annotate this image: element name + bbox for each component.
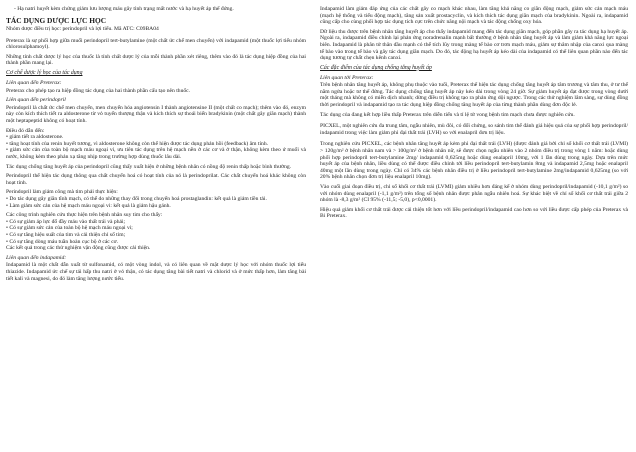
list-item: • Có sự giảm sức cản của toàn bộ hệ mạch máu ngoại vi; bbox=[6, 225, 133, 232]
paragraph: Các công trình nghiên cứu thực hiện trên bệnh nhân suy tim cho thấy: bbox=[6, 212, 163, 219]
paragraph: Trên bệnh nhân tăng huyết áp, không phụ thuộc vào tuổi, Preterax thể hiện tác dụng chống tăng huyết áp tâm trương và tâm thu, ở tư thế nằm ngửa hoặc tư thế đứng. Tác dụng chống tăng huyết áp này kéo dài trong vòng 24 giờ. Sự giảm huyết áp đạt được trong vòng dưới một tháng mà không có miễn dịch nhanh; dừng điều trị không tạo ra phản ứng dội ngược. Trong các thử nghiệm lâm sàng, sự dùng đồng thời perindopril và indapamid tạo ra tác dụng hiệp đồng chống tăng huyết áp của từng thành phần dùng đơn độc lẻ. bbox=[320, 82, 628, 109]
list-item: • Làm giảm sức cản của hệ mạch máu ngoại vi: kết quả là giảm hậu gánh. bbox=[6, 202, 171, 209]
paragraph: Trong nghiên cứu PICXEL, các bệnh nhân tăng huyết áp kèm phì đại thất trái (LVH) (được đánh giá bởi chỉ số khối cơ thất trái (LVMI) > 120g/m² ở bệnh nhân nam và > 100g/m² ở bệnh nhân nữ, sẽ được chọn ngẫu nhiên vào 2 nhóm điều trị trong vòng 1 năm: hoặc dùng phối hợp perindopril tert-butylamine 2mg/ indapamid 0,625mg hoặc dùng enalapril 10mg, với 1 lần dùng trong ngày. Dựa trên mức huyết áp của bệnh nhân, liều dùng có thể được điều chỉnh tới liều perindopril tert-butylamin 8mg và indapamid 2,5mg hoặc enalapril 40mg một lần dùng trong ngày. Chỉ có 34% các bệnh nhân điều trị ở liều perindopril tert-butylamine 2mg/indapamid 0,625mg (so với 20% bệnh nhân chọn đơn trị liệu enalapril 10mg). bbox=[320, 141, 628, 181]
perindopril-heading: Liên quan đến perindopril bbox=[6, 97, 66, 104]
intro-bullet: - Hạ natri huyết kèm chứng giảm lưu lượng máu gây tình trạng mất nước và hạ huyết áp thế đứng. bbox=[14, 6, 234, 12]
paragraph: Tác dụng chống tăng huyết áp của perindopril cũng thấy xuất hiện ở những bệnh nhân có nồng độ renin thấp hoặc bình thường. bbox=[6, 163, 292, 170]
paragraph: Preterax cho phép tạo ra hiệp đồng tác dụng của hai thành phần cấu tạo nên thuốc. bbox=[6, 87, 191, 94]
paragraph: Preterax là sự phối hợp giữa muối perindopril tert-butylamine (một chất ức chế men chuyển) với indapamid (một thuốc lợi tiểu nhóm chlorosulphamoyl). bbox=[6, 37, 306, 51]
mechanism-heading: Cơ chế dược lý học của tác dụng bbox=[6, 70, 83, 77]
list-item: • Có sự tăng dòng máu tuần hoàn cục bộ ở các cơ. bbox=[6, 238, 119, 245]
list-item: • Do tác dụng gây giãn tĩnh mạch, có thể do những thay đổi trong chuyển hoá prostaglandin: kết quả là giảm tiền tải. bbox=[6, 195, 267, 202]
paragraph: Perindopril thể hiện tác dụng thông qua chất chuyển hoá có hoạt tính của nó là perindoprilat. Các chất chuyển hoá khác không còn hoạt tính. bbox=[6, 173, 306, 186]
preterax-heading: Liên quan đến Preterax: bbox=[6, 79, 62, 86]
list-item: • tăng hoạt tính của renin huyết tương, vì aldosterone không còn thể hiện được tác dụng phản hồi (feedback) âm tính. bbox=[6, 140, 269, 147]
paragraph: Các kết quả trong các thử nghiệm vận động cũng được cải thiện. bbox=[6, 245, 151, 252]
right-column bbox=[320, 6, 628, 223]
preterax-heading: Liên quan tới Preterax: bbox=[320, 74, 374, 81]
section-heading: TÁC DỤNG DƯỢC LỰC HỌC bbox=[6, 15, 107, 25]
paragraph: PICXEL, một nghiên cứu đa trung tâm, ngẫu nhiên, mù đôi, có đối chứng, so sánh tim thể đánh giá hiệu quả của sự phối hợp perindopril/ indapamid trong việc làm giảm phì đại thất trái (LVH) so với enalapril đơn trị liệu. bbox=[320, 123, 628, 136]
paragraph: Dữ liệu thu được trên bệnh nhân tăng huyết áp cho thấy indapamid mang đến tác dụng giãn mạch, góp phần gây ra tác dụng hạ huyết áp. Ngoài ra, indapamid điều chỉnh lại phản ứng noradrenalin mạnh bất thường ở bệnh nhân tăng huyết áp và làm giảm khả năng lực ngoại biên. Indapamid là phân tử thân dầu mạnh có thể tích lũy trong màng tế bào cơ trơn mạch máu, giảm sự thâm nhập của canxi qua màng tế bào vào trong tế bào và gây tác dụng giãn mạch. Do đó, tác động hạ huyết áp kéo dài của indapamid có thể liên quan phần nào đến tác dụng tương tự chất chẹn kênh canxi. bbox=[320, 28, 628, 62]
paragraph: Perindopril là chất ức chế men chuyển, men chuyển hóa angiotensin I thành angiotensine II (một chất co mạch); thêm vào đó, enzym này còn kích thích tiết ra aldosterone từ vỏ tuyến thượng thận và kích thích sự thoái biến bradykinin (một chất gây giãn mạch) thành một heptapeptid không có hoạt tính. bbox=[6, 104, 306, 125]
list-item: • Có sự giảm áp lực đổ đầy máu vào thất trái và phải; bbox=[6, 218, 126, 225]
paragraph: Perindopril làm giảm công mà tim phải thực hiện: bbox=[6, 189, 118, 196]
left-column bbox=[6, 6, 306, 285]
list-item: • Có sự tăng hiệu suất của tim và cải thiện chỉ số tim; bbox=[6, 231, 126, 238]
paragraph: Indapamid là một chất dẫn xuất từ sulfonamid, có một vòng indol, và có liên quan về mặt dược lý học với nhóm thuốc lợi tiểu thiazide. Indapamid ức chế sự tái hấp thu natri ở vỏ thận, có tác dụng tăng bài tiết natri và chlorid và ở mức thấp hơn, làm tăng bài tiết kali và magnesi, do đó làm tăng lượng nước tiểu. bbox=[6, 262, 306, 282]
pharm-group: Nhóm dược điều trị học: perindopril và lợi tiểu. Mã ATC: C09BA04 bbox=[6, 26, 159, 33]
list-item: • giảm tiết ra aldosterone. bbox=[6, 134, 64, 141]
paragraph: Tác dụng của đang kết hợp liều thấp Preterax trên diễn tiến và tỉ lệ tử vong bệnh tim mạch chưa được nghiên cứu. bbox=[320, 111, 575, 118]
indapamid-heading: Liên quan đến indapamid: bbox=[6, 254, 67, 261]
paragraph: Những tính chất dược lý học của thuốc là tính chất dược lý của mỗi thành phần xét riêng, thêm vào đó là tác dụng hiệp đồng của hai thành phần mang lại. bbox=[6, 53, 306, 67]
paragraph: Indapamid làm giảm đáp ứng của các chất gây co mạch khác nhau, làm tăng khả năng co giãn động mạch, giảm sức cản mạch máu (mạch hệ thống và tiểu động mạch), tăng sản xuất prostacyclin, và kích thích tác dụng giãn mạch của bradykinin. Ngoài ra, indapamid cũng cấp cho cùng phối hợp tác dụng tích cực trên chức năng nội mạch và tác động chống oxy hóa. bbox=[320, 6, 628, 26]
paragraph: Vào cuối giai đoạn điều trị, chỉ số khối cơ thất trái (LVMI) giảm nhiều hơn đáng kể ở nhóm dùng perindopril/indapamid (-10,1 g/m²) so với nhóm dùng enalapril (-1,1 g/m²) trên tổng số bệnh nhân được phân ngẫu nhiên hoá. Sự khác biệt về chỉ số khối cơ thất trái giữa 2 nhóm là -8,3 g/m² (CI 95% (-11,5; -5,0), p<0,0001). bbox=[320, 183, 628, 204]
paragraph: Hiệu quả giảm khối cơ thất trái được cải thiện tốt hơn với liều perindopril/indapamid cao hơn so với liều được cấp phép của Preterax và Bi Preterax. bbox=[320, 206, 628, 220]
antihypertensive-heading: Các đặc điểm của tác dụng chống tăng huyết áp bbox=[320, 64, 432, 71]
list-item: • giảm sức cản của toàn bộ mạch máu ngoại vi, ưu tiên tác dụng trên hệ mạch nền ở các cơ và ở thận, không kèm theo ứ muối và nước, không kèm theo phản xạ tăng nhịp trong trường hợp dùng thuốc lâu dài. bbox=[6, 147, 306, 161]
paragraph: Điều đó dẫn đến: bbox=[6, 127, 45, 134]
